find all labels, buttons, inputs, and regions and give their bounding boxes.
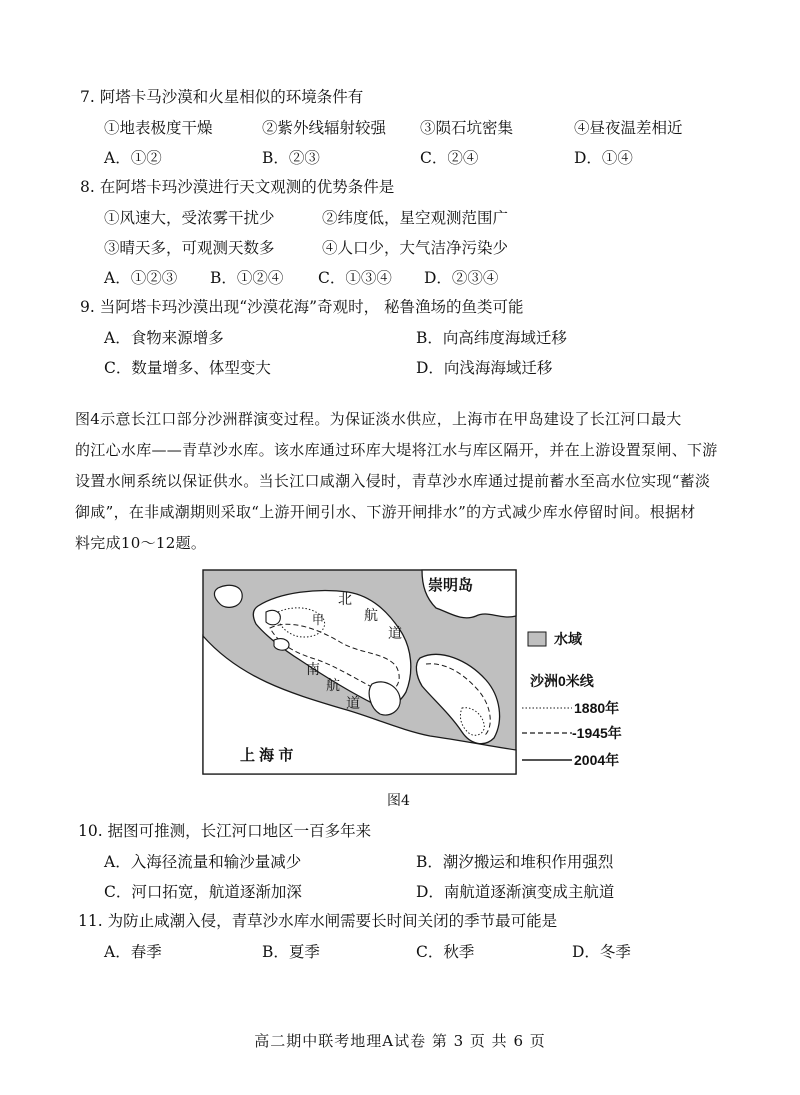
q7-item-4: ④昼夜温差相近 xyxy=(574,119,683,137)
page-footer: 高二期中联考地理A试卷 第 3 页 共 6 页 xyxy=(254,1032,546,1050)
q7-option-b: B．②③ xyxy=(262,149,320,167)
q9-stem: 9. 当阿塔卡玛沙漠出现“沙漠花海”奇观时， 秘鲁渔场的鱼类可能 xyxy=(80,298,524,316)
yangtze-estuary-map xyxy=(200,568,640,780)
passage-line-1: 图4示意长江口部分沙洲群演变过程。为保证淡水供应，上海市在甲岛建设了长江河口最大 xyxy=(75,410,682,428)
figure-caption: 图4 xyxy=(387,793,410,809)
islet-2 xyxy=(274,639,289,650)
label-south-3: 道 xyxy=(346,695,360,711)
q8-option-d: D．②③④ xyxy=(424,269,499,287)
q9-option-c: C．数量增多、体型变大 xyxy=(104,359,271,377)
q10-option-d: D．南航道逐渐演变成主航道 xyxy=(416,883,615,901)
passage-line-4: 御咸”，在非咸潮期则采取“上游开闸引水、下游开闸排水”的方式减少库水停留时间。根据材 xyxy=(75,503,696,521)
label-jia: 甲 xyxy=(312,613,325,627)
legend-contour-title: 沙洲0米线 xyxy=(530,673,594,689)
q10-option-a: A．入海径流量和输沙量减少 xyxy=(104,853,302,871)
legend-water-swatch xyxy=(528,632,546,646)
legend-2004-label: 2004年 xyxy=(574,752,620,768)
q8-item-1: ①风速大，受浓雾干扰少 xyxy=(104,209,275,227)
islet-1 xyxy=(266,610,280,624)
q10-stem: 10. 据图可推测，长江河口地区一百多年来 xyxy=(78,822,372,840)
label-chongming: 崇明岛 xyxy=(428,577,474,594)
label-north-1: 北 xyxy=(338,591,352,607)
q11-option-a: A．春季 xyxy=(104,943,162,961)
legend-1945-label: -1945年 xyxy=(572,725,622,741)
passage-line-5: 料完成10～12题。 xyxy=(75,534,207,552)
q11-option-b: B．夏季 xyxy=(262,943,320,961)
q7-option-d: D．①④ xyxy=(574,149,633,167)
label-north-2: 航 xyxy=(364,607,378,623)
q11-option-c: C．秋季 xyxy=(416,943,475,961)
q7-item-3: ③陨石坑密集 xyxy=(420,119,514,137)
q8-item-4: ④人口少，大气洁净污染少 xyxy=(322,239,509,257)
q10-option-c: C．河口拓宽，航道逐渐加深 xyxy=(104,883,302,901)
q11-option-d: D．冬季 xyxy=(572,943,631,961)
q8-item-3: ③晴天多，可观测天数多 xyxy=(104,239,275,257)
q7-item-1: ①地表极度干燥 xyxy=(104,119,213,137)
q8-option-a: A．①②③ xyxy=(104,269,178,287)
q7-option-a: A．①② xyxy=(104,149,162,167)
q9-option-a: A．食物来源增多 xyxy=(104,329,224,347)
q10-option-b: B．潮汐搬运和堆积作用强烈 xyxy=(416,853,614,871)
q8-item-2: ②纬度低，星空观测范围广 xyxy=(322,209,509,227)
q8-stem: 8. 在阿塔卡玛沙漠进行天文观测的优势条件是 xyxy=(80,178,395,196)
q11-stem: 11. 为防止咸潮入侵，青草沙水库水闸需要长时间关闭的季节最可能是 xyxy=(78,912,558,930)
passage-line-3: 设置水闸系统以保证供水。当长江口咸潮入侵时，青草沙水库通过提前蓄水至高水位实现“蓄淡 xyxy=(75,472,711,490)
passage-line-2: 的江心水库——青草沙水库。该水库通过环库大堤将江水与库区隔开，并在上游设置泵闸、下游 xyxy=(75,441,718,459)
q9-option-b: B．向高纬度海域迁移 xyxy=(416,329,567,347)
q7-stem: 7. 阿塔卡马沙漠和火星相似的环境条件有 xyxy=(80,88,364,106)
legend-1880-label: 1880年 xyxy=(574,700,620,716)
q7-option-c: C．②④ xyxy=(420,149,479,167)
q8-option-b: B．①②④ xyxy=(210,269,284,287)
passage xyxy=(75,404,735,559)
label-south-2: 航 xyxy=(326,677,340,693)
legend-water-label: 水域 xyxy=(554,631,582,647)
q7-item-2: ②紫外线辐射较强 xyxy=(262,119,387,137)
label-north-3: 道 xyxy=(388,625,402,641)
label-south-1: 南 xyxy=(306,661,320,677)
label-shanghai: 上 海 市 xyxy=(240,747,294,764)
q8-option-c: C．①③④ xyxy=(318,269,392,287)
q9-option-d: D．向浅海海域迁移 xyxy=(416,359,553,377)
